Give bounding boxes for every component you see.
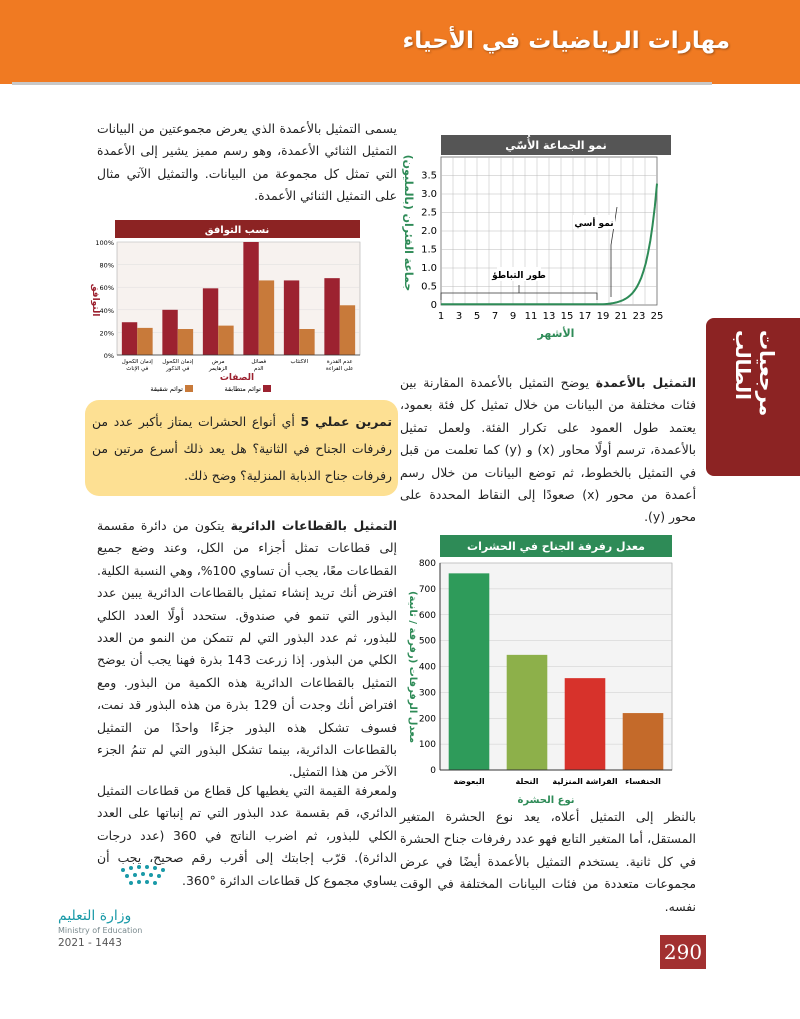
chart-title: نمو الجماعة الأُسّي xyxy=(505,139,607,152)
x-tick-label: الفراشة المنزلية xyxy=(552,777,618,786)
y-tick-label: 600 xyxy=(418,610,436,621)
y-tick-label: 2.0 xyxy=(421,226,437,237)
y-tick-label: 0% xyxy=(103,352,114,360)
bar-fraternal xyxy=(299,329,314,355)
x-tick-label: على القراءة xyxy=(326,366,354,372)
x-tick-label: مرض xyxy=(211,359,225,365)
x-tick-label: عدم القدرة xyxy=(326,359,353,365)
chart-grid xyxy=(441,157,657,305)
x-tick-label: إدمان الكحول xyxy=(121,359,153,365)
x-tick-label: 11 xyxy=(524,311,538,322)
x-tick-label: 7 xyxy=(491,311,499,322)
pie-section-heading: التمثيل بالقطاعات الدائرية xyxy=(230,518,397,533)
side-tab-label: مرجعيات الطالب xyxy=(731,330,779,417)
x-axis-label: نوع الحشرة xyxy=(517,795,575,806)
bar-fraternal xyxy=(218,326,233,355)
y-tick-label: 3.0 xyxy=(421,189,437,200)
x-tick-label: البعوضة xyxy=(453,777,485,786)
bar xyxy=(565,678,606,770)
y-tick-label: 800 xyxy=(418,559,436,569)
x-tick-labels xyxy=(438,311,664,322)
x-tick-label: 19 xyxy=(596,311,610,322)
x-axis-label: الأشهر xyxy=(537,327,575,340)
lag-phase-label: طور التباطؤ xyxy=(492,271,546,281)
y-tick-label: 3.5 xyxy=(421,170,437,182)
bar-fraternal xyxy=(340,305,355,355)
bar xyxy=(449,573,490,770)
bar-identical xyxy=(203,288,218,355)
bar-identical xyxy=(243,242,258,355)
y-tick-label: 200 xyxy=(418,714,436,725)
y-tick-label: 100 xyxy=(418,740,436,751)
y-axis-label: جماعة الفئران (بالمليون) xyxy=(402,154,415,292)
x-tick-label: 13 xyxy=(542,311,556,322)
x-tick-label: إدمان الكحول xyxy=(162,359,194,365)
x-tick-label: في الذكور xyxy=(166,366,190,372)
y-tick-label: 40% xyxy=(99,306,114,315)
y-axis-label: التوافق xyxy=(90,283,100,317)
x-tick-label: النحلة xyxy=(515,777,539,786)
x-tick-label: 1 xyxy=(437,311,445,322)
y-tick-label: 0 xyxy=(430,300,437,311)
page-number: 290 xyxy=(660,935,706,969)
ministry-logo-icon xyxy=(115,862,175,892)
pie-section-paragraph xyxy=(97,515,397,784)
y-axis-label: معدل الرفرفات (رفرفة / ثانية) xyxy=(407,590,418,744)
y-tick-label: 1.5 xyxy=(421,244,437,256)
plot-area xyxy=(117,242,360,355)
y-tick-label: 80% xyxy=(99,261,114,270)
x-tick-label: 21 xyxy=(614,311,628,322)
chart-title: معدل رفرفة الجناح في الحشرات xyxy=(467,540,645,553)
y-tick-label: 400 xyxy=(418,662,436,673)
ministry-name: وزارة التعليم xyxy=(58,908,132,924)
bar-section-body: يوضح التمثيل بالأعمدة المقارنة بين فئات مختلفة من البيانات من خلال تمثيل كل فئة بعمود، يعتمد طول العمود على تكرار الفئة. ولعمل تمثيل بالأعمدة، ترسم أولًا محاور (x) و (y) كما تعلمت من قبل في التمثيل بالخطوط، ثم توضع البيانات من خلال رسم أعمدة من محور (x) صعودًا إلى النقاط المحددة على محور (y). xyxy=(400,375,697,525)
twin-concordance-chart xyxy=(85,220,385,395)
page-title: مهارات الرياضيات في الأحياء xyxy=(402,28,730,54)
y-tick-label: 700 xyxy=(418,584,436,595)
ministry-year: 2021 - 1443 xyxy=(58,937,122,949)
y-tick-label: 500 xyxy=(418,636,436,647)
chart-title: نسب التوافق xyxy=(204,225,270,236)
y-tick-label: 0 xyxy=(430,766,436,776)
x-tick-label: الزهايمر xyxy=(208,366,228,372)
growth-label: نمو أسي xyxy=(574,219,614,229)
y-tick-label: 20% xyxy=(99,329,114,338)
bar-identical xyxy=(162,310,177,355)
x-tick-label: 25 xyxy=(650,311,664,322)
legend-item: توائم متطابقة xyxy=(224,385,261,393)
y-tick-label: 60% xyxy=(99,284,114,293)
ministry-name-en: Ministry of Education xyxy=(58,926,143,935)
y-tick-label: 300 xyxy=(418,688,436,699)
bar-identical xyxy=(284,280,299,355)
x-tick-label: الدم xyxy=(254,366,264,372)
x-tick-label: الاكتئاب xyxy=(290,359,308,365)
exercise-label: تمرين عملي 5 xyxy=(300,414,392,429)
bar xyxy=(507,655,548,770)
pie-section-paragraph-2: ولمعرفة القيمة التي يغطيها كل قطاع من قطاعات التمثيل الدائري، قم بقسمة عدد البذور التي تم إنباتها على العدد الكلي للبذور، ثم اضرب الناتج في 360 (عدد درجات الدائرة). قرّب إجابتك إلى أقرب رقم صحيح، يجب أن يساوي مجموع كل قطاعات الدائرة °360. xyxy=(97,783,397,888)
x-tick-label: 15 xyxy=(560,311,574,322)
exercise-paragraph xyxy=(92,408,392,489)
x-tick-label: 9 xyxy=(509,311,517,322)
x-tick-label: في الإناث xyxy=(126,366,149,372)
bar-identical xyxy=(122,322,137,355)
double-bar-paragraph: يسمى التمثيل بالأعمدة الذي يعرض مجموعتين من البيانات التمثيل الثنائي الأعمدة، وهو رسم مميز يشير إلى الأعمدة التي تمثل كل مجموعة من البيانات. والتمثيل الآتي مثال على التمثيل الثنائي الأعمدة. xyxy=(97,121,397,204)
insect-wing-chart xyxy=(400,535,690,810)
legend-item: توائم شقيقة xyxy=(150,385,183,393)
y-tick-label: 1.0 xyxy=(421,263,437,274)
bar-fraternal xyxy=(178,329,193,355)
y-tick-labels xyxy=(421,171,437,312)
x-tick-label: فصائل xyxy=(251,359,267,365)
y-tick-label: 100% xyxy=(95,239,114,247)
after-bar-paragraph: بالنظر إلى التمثيل أعلاه، يعد نوع الحشرة المتغير المستقل، أما المتغير التابع فهو عدد رفرفات جناح الحشرة في كل ثانية. يستخدم التمثيل بالأعمدة أيضًا في عرض مجموعات متعددة من فئات البيانات المختلفة في الوقت نفسه. xyxy=(400,809,696,914)
bar-fraternal xyxy=(137,328,152,355)
bar xyxy=(623,713,664,770)
pie-section-body: يتكون من دائرة مقسمة إلى قطاعات تمثل أجزاء من الكل، وعند وضع جميع القطاعات معًا، يجب أن تساوي 100%، وهي النسبة الكلية. افترض أنك تريد إنشاء تمثيل بالقطاعات الدائرية يبين عدد البذور التي تنمو في صندوق. ستحدد أولًا العدد الكلي للبذور، ثم عدد البذور التي لم تتمكن من النمو من العدد الكلي من البذور. إذا زرعت 143 بذرة فهنا يجب أن يوضح التمثيل بالقطاعات الدائرية هذه الكمية من البذور. ومع افتراض أنك وجدت أن 129 بذرة من هذه البذور قد نمت، فسوف تشكل هذه البذور جزءًا واحدًا من التمثيل بالقطاعات الدائرية، بينما تشكل البذور التي لم تنمُ الجزء الآخر من هذا التمثيل. xyxy=(97,518,397,780)
y-tick-label: 2.5 xyxy=(421,207,437,219)
chart-legend xyxy=(150,385,271,393)
x-tick-label: الخنفساء xyxy=(625,777,661,786)
bar-section-paragraph xyxy=(400,372,696,529)
bar-identical xyxy=(324,278,339,355)
bar-fraternal xyxy=(259,280,274,355)
exercise-text: أي أنواع الحشرات يمتاز بأكبر عدد من رفرفات الجناح في الثانية؟ هل يعد ذلك أسرع مرتين من رفرفات جناح الذبابة المنزلية؟ وضح ذلك. xyxy=(92,414,392,483)
x-tick-label: 3 xyxy=(455,311,463,322)
header-divider xyxy=(12,82,712,85)
bar-section-heading: التمثيل بالأعمدة xyxy=(595,375,696,390)
exponential-growth-chart xyxy=(395,135,685,345)
x-tick-label: 17 xyxy=(578,311,592,322)
x-tick-label: 23 xyxy=(632,311,646,322)
x-axis-label: الصفات xyxy=(219,373,255,383)
y-tick-label: 0.5 xyxy=(421,281,437,293)
x-tick-label: 5 xyxy=(473,311,481,322)
